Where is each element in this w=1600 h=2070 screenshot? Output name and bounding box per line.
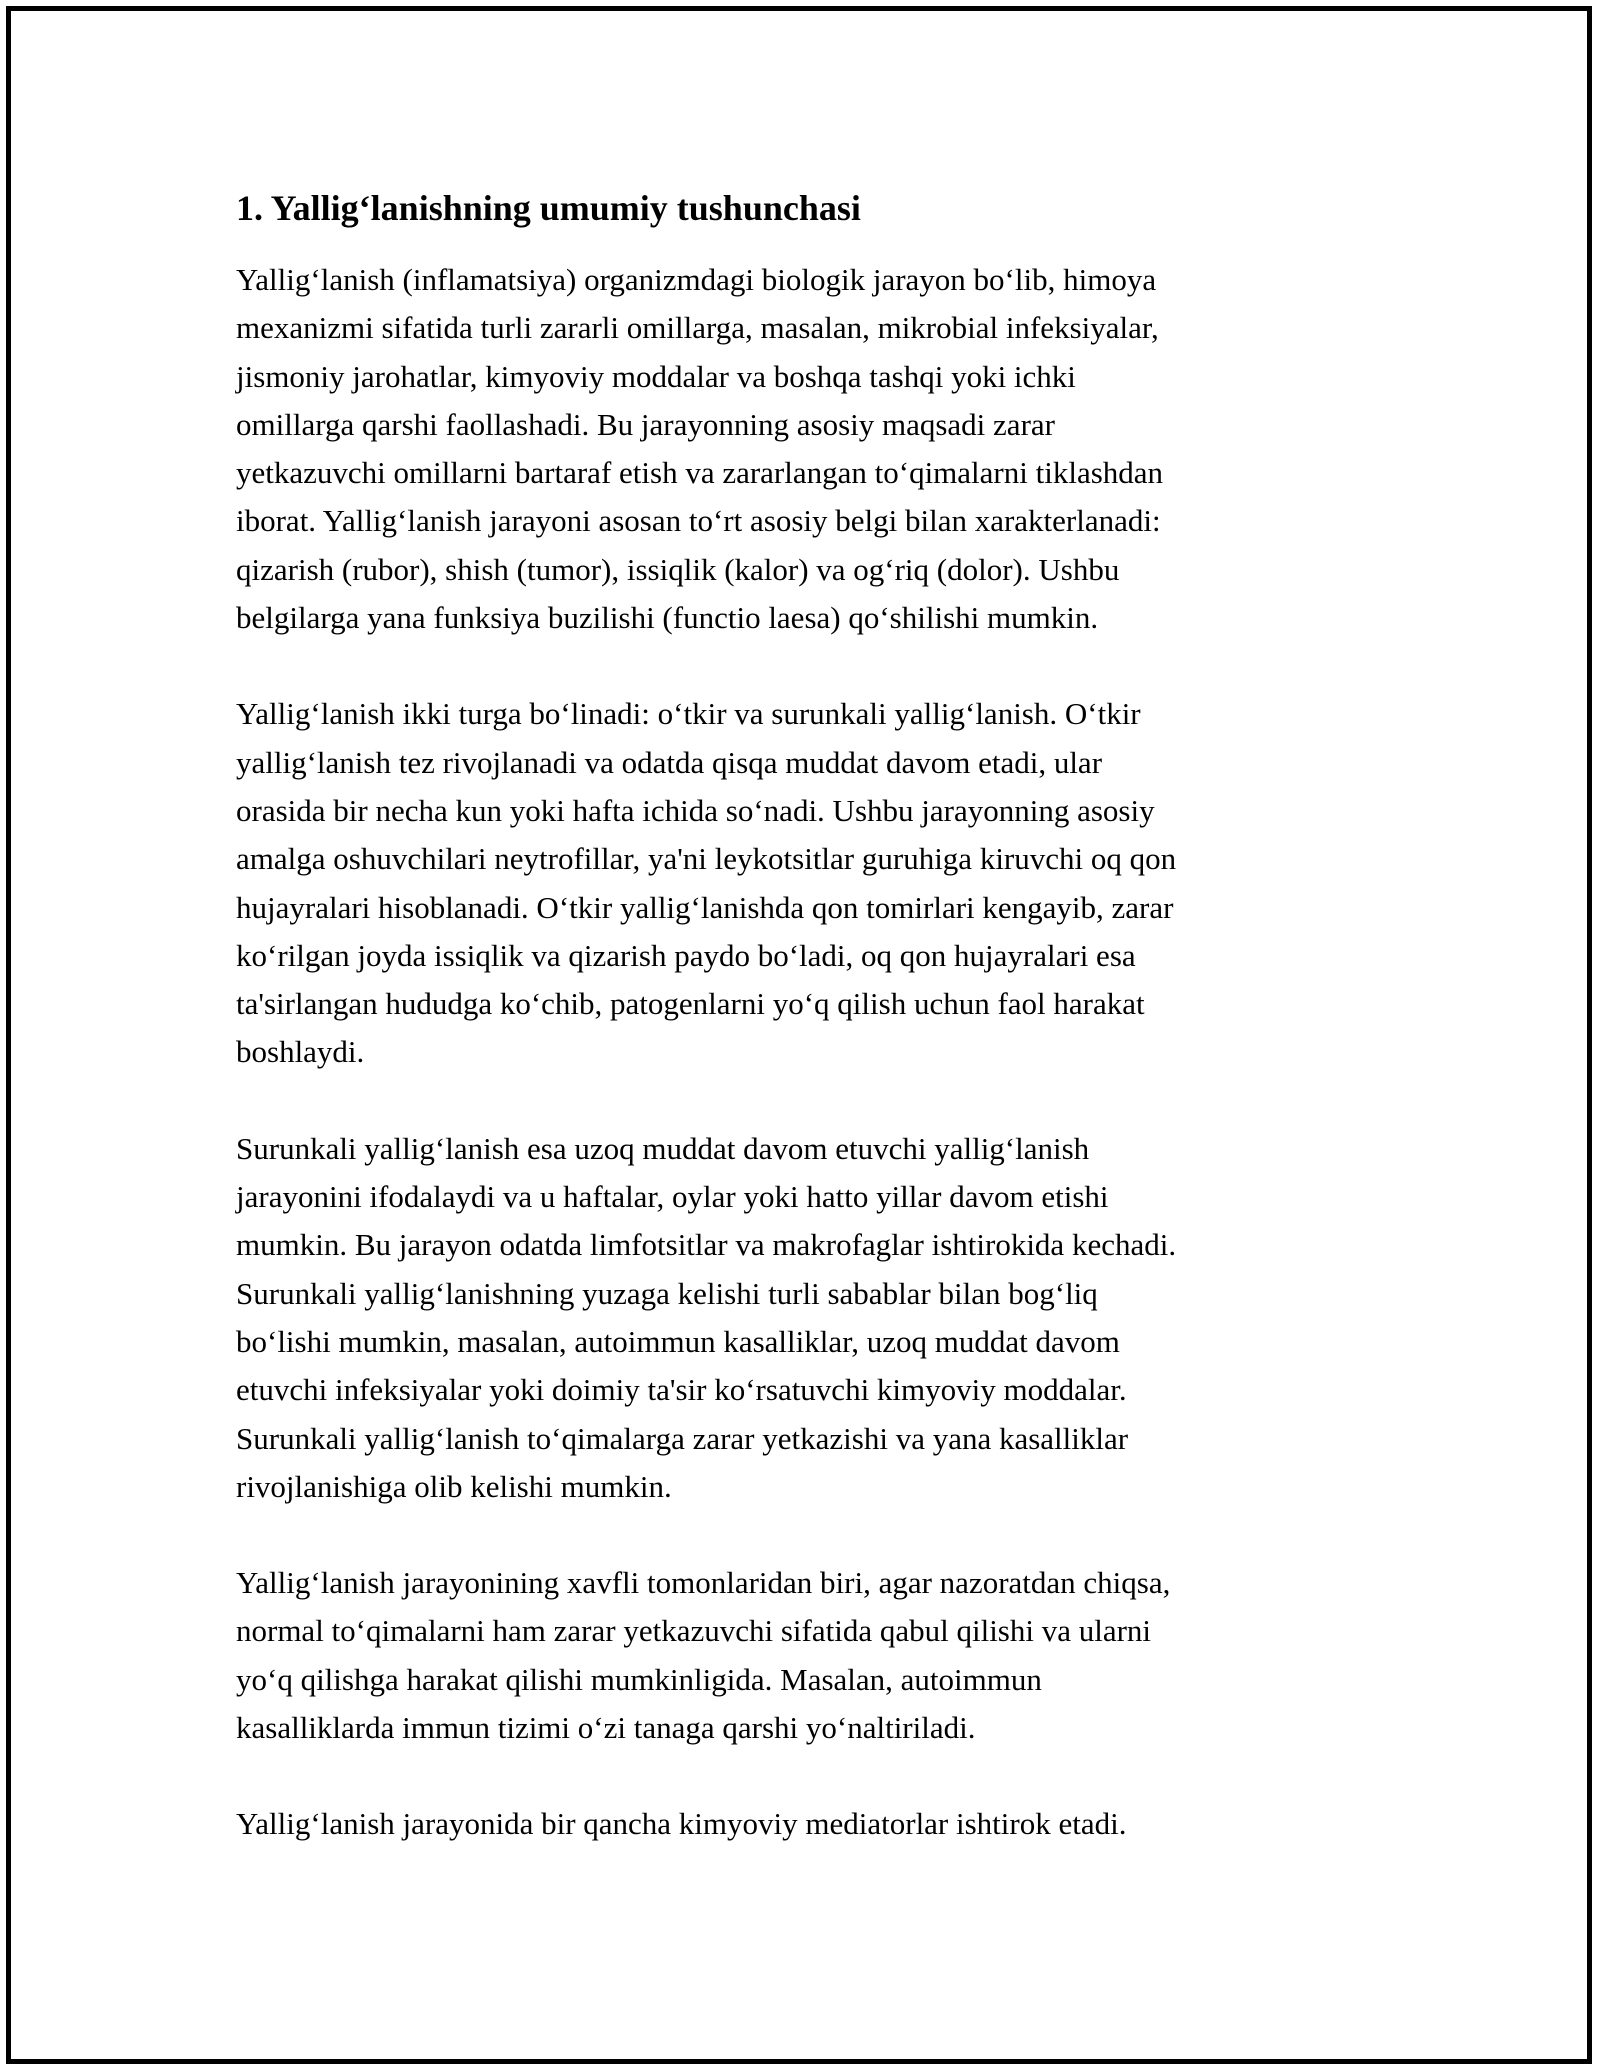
paragraph-line: ko‘rilgan joyda issiqlik va qizarish paydo bo‘ladi, oq qon hujayralari esa	[236, 937, 1136, 973]
paragraph	[236, 1125, 1366, 1511]
paragraph-line: omillarga qarshi faollashadi. Bu jarayonning asosiy maqsadi zarar	[236, 406, 1055, 442]
paragraph-line: jismoniy jarohatlar, kimyoviy moddalar va boshqa tashqi yoki ichki	[236, 358, 1076, 394]
paragraph-line: Surunkali yallig‘lanish to‘qimalarga zarar yetkazishi va yana kasalliklar	[236, 1420, 1129, 1456]
paragraph-list	[236, 256, 1366, 1849]
paragraph-line: boshlaydi.	[236, 1034, 365, 1070]
paragraph-line: ta'sirlangan hududga ko‘chib, patogenlarni yo‘q qilish uchun faol harakat	[236, 986, 1145, 1022]
paragraph-line: belgilarga yana funksiya buzilishi (functio laesa) qo‘shilishi mumkin.	[236, 600, 1099, 636]
paragraph-line: yo‘q qilishga harakat qilishi mumkinligida. Masalan, autoimmun	[236, 1661, 1042, 1697]
paragraph-line: orasida bir necha kun yoki hafta ichida so‘nadi. Ushbu jarayonning asosiy	[236, 792, 1155, 828]
paragraph-line: Yallig‘lanish (inflamatsiya) organizmdagi biologik jarayon bo‘lib, himoya	[236, 262, 1157, 297]
paragraph-line: rivojlanishiga olib kelishi mumkin.	[236, 1468, 672, 1504]
paragraph-line: amalga oshuvchilari neytrofillar, ya'ni leykotsitlar guruhiga kiruvchi oq qon	[236, 841, 1177, 877]
paragraph-line: etuvchi infeksiyalar yoki doimiy ta'sir ko‘rsatuvchi kimyoviy moddalar.	[236, 1372, 1127, 1408]
paragraph-line: bo‘lishi mumkin, masalan, autoimmun kasalliklar, uzoq muddat davom	[236, 1323, 1120, 1359]
paragraph-line: mexanizmi sifatida turli zararli omillarga, masalan, mikrobial infeksiyalar,	[236, 310, 1159, 346]
paragraph-line: hujayralari hisoblanadi. O‘tkir yallig‘lanishda qon tomirlari kengayib, zarar	[236, 889, 1174, 925]
section-heading: 1. Yallig‘lanishning umumiy tushunchasi	[236, 188, 861, 228]
paragraph-line: normal to‘qimalarni ham zarar yetkazuvchi sifatida qabul qilishi va ularni	[236, 1613, 1152, 1649]
paragraph	[236, 256, 1366, 642]
paragraph-line: yallig‘lanish tez rivojlanadi va odatda qisqa muddat davom etadi, ular	[236, 744, 1103, 780]
paragraph-line: jarayonini ifodalaydi va u haftalar, oylar yoki hatto yillar davom etishi	[236, 1179, 1109, 1215]
paragraph-line: qizarish (rubor), shish (tumor), issiqlik (kalor) va og‘riq (dolor). Ushbu	[236, 551, 1120, 587]
paragraph-line: Yallig‘lanish jarayonida bir qancha kimyoviy mediatorlar ishtirok etadi.	[236, 1806, 1127, 1842]
paragraph-line: kasalliklarda immun tizimi o‘zi tanaga qarshi yo‘naltiriladi.	[236, 1710, 976, 1746]
paragraph	[236, 1559, 1366, 1752]
paragraph-line: Surunkali yallig‘lanishning yuzaga kelishi turli sabablar bilan bog‘liq	[236, 1275, 1098, 1311]
paragraph-line: mumkin. Bu jarayon odatda limfotsitlar va makrofaglar ishtirokida kechadi.	[236, 1227, 1177, 1263]
paragraph-line: yetkazuvchi omillarni bartaraf etish va zararlangan to‘qimalarni tiklashdan	[236, 455, 1164, 491]
document-body	[236, 186, 1366, 1897]
paragraph-line: Yallig‘lanish jarayonining xavfli tomonlaridan biri, agar nazoratdan chiqsa,	[236, 1565, 1171, 1601]
paragraph-line: Yallig‘lanish ikki turga bo‘linadi: o‘tkir va surunkali yallig‘lanish. O‘tkir	[236, 696, 1141, 732]
paragraph-line: iborat. Yallig‘lanish jarayoni asosan to‘rt asosiy belgi bilan xarakterlanadi:	[236, 503, 1161, 539]
paragraph-line: Surunkali yallig‘lanish esa uzoq muddat davom etuvchi yallig‘lanish	[236, 1130, 1090, 1166]
paragraph	[236, 1800, 1366, 1848]
paragraph	[236, 690, 1366, 1076]
